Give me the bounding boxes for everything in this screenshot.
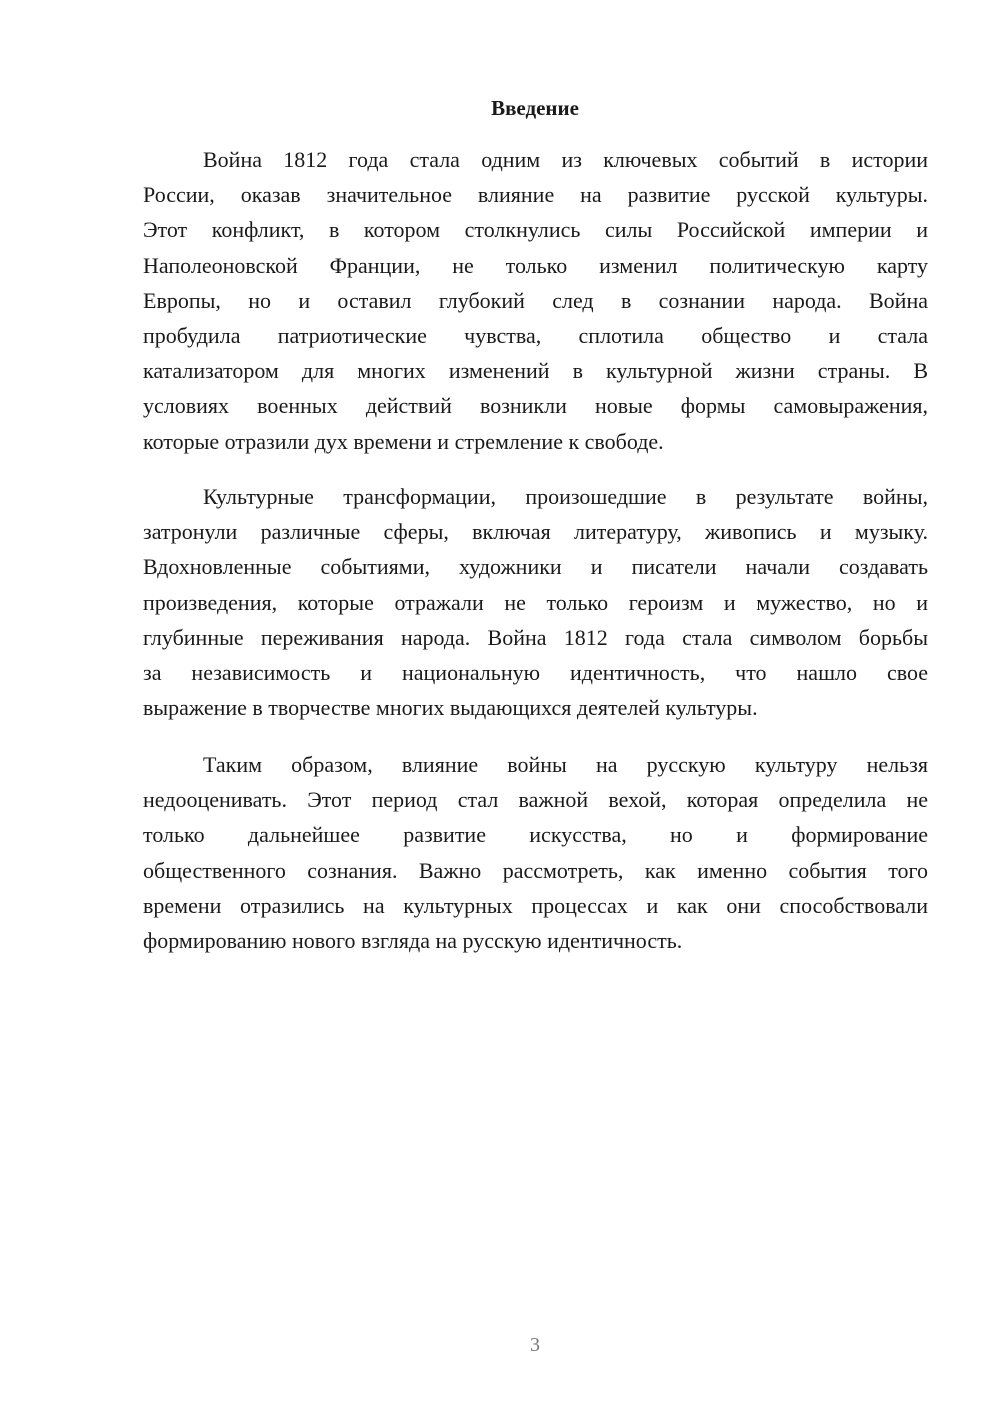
text-line: Вдохновленные событиями, художники и писатели начали создавать bbox=[143, 554, 928, 580]
paragraph-3 bbox=[143, 747, 928, 958]
text-line: выражение в творчестве многих выдающихся деятелей культуры. bbox=[143, 695, 758, 721]
section-title: Введение bbox=[491, 96, 579, 120]
text-line: формированию нового взгляда на русскую идентичность. bbox=[143, 927, 683, 953]
page-number: 3 bbox=[530, 1334, 540, 1356]
text-line: Наполеоновской Франции, не только изменил политическую карту bbox=[143, 252, 928, 278]
text-line: Культурные трансформации, произошедшие в результате войны, bbox=[203, 484, 928, 509]
text-line: катализатором для многих изменений в культурной жизни страны. В bbox=[143, 358, 928, 384]
paragraph-1 bbox=[143, 142, 928, 459]
text-line: Таким образом, влияние войны на русскую культуру нельзя bbox=[203, 752, 928, 777]
text-line: Этот конфликт, в котором столкнулись силы Российской империи и bbox=[143, 217, 928, 243]
text-line: России, оказав значительное влияние на развитие русской культуры. bbox=[143, 182, 928, 208]
text-line: глубинные переживания народа. Война 1812 года стала символом борьбы bbox=[143, 624, 928, 650]
text-line: времени отразились на культурных процессах и как они способствовали bbox=[143, 892, 928, 918]
text-line: за независимость и национальную идентичность, что нашло свое bbox=[143, 659, 928, 685]
text-line: недооценивать. Этот период стал важной вехой, которая определила не bbox=[143, 787, 928, 813]
text-line: только дальнейшее развитие искусства, но и формирование bbox=[143, 822, 928, 848]
text-line: условиях военных действий возникли новые формы самовыражения, bbox=[143, 393, 928, 419]
text-line: пробудила патриотические чувства, сплотила общество и стала bbox=[143, 322, 928, 348]
text-line: Война 1812 года стала одним из ключевых событий в истории bbox=[203, 147, 928, 172]
text-line: затронули различные сферы, включая литературу, живопись и музыку. bbox=[143, 519, 928, 545]
paragraph-2 bbox=[143, 479, 928, 725]
text-line: общественного сознания. Важно рассмотреть, как именно события того bbox=[143, 857, 928, 883]
text-line: произведения, которые отражали не только героизм и мужество, но и bbox=[143, 589, 928, 615]
text-line: Европы, но и оставил глубокий след в сознании народа. Война bbox=[143, 287, 928, 313]
text-line: которые отразили дух времени и стремление к свободе. bbox=[143, 428, 664, 454]
